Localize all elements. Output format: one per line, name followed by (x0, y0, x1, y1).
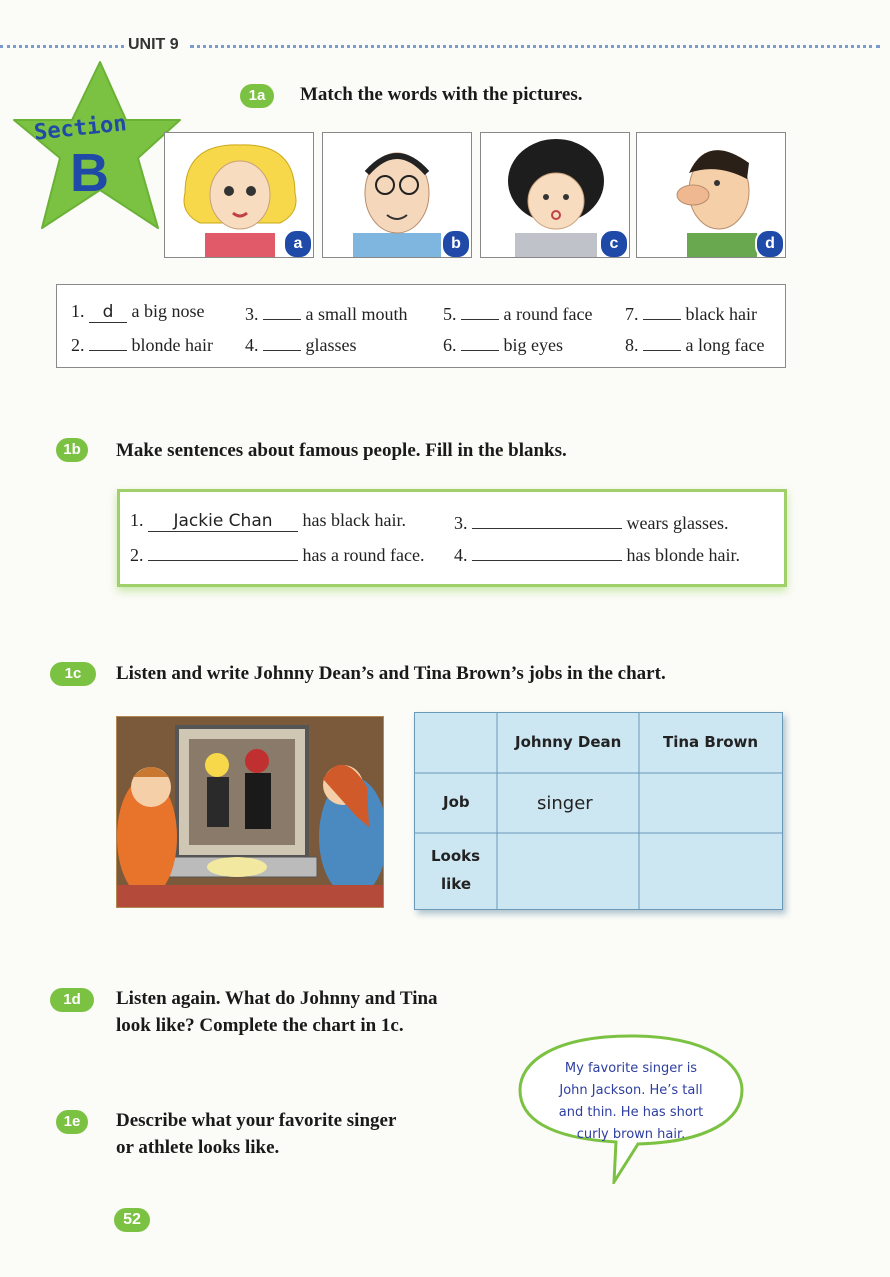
picture-label-b: b (441, 229, 471, 258)
item-text: black hair (685, 304, 757, 324)
item-number: 8. (625, 335, 639, 355)
unit-header (0, 36, 890, 56)
cell-job-johnny[interactable]: singer (537, 793, 593, 814)
section-letter: B (70, 143, 109, 203)
match-word-box (56, 284, 786, 368)
cell-looks-tina[interactable] (641, 835, 779, 907)
item-number: 2. (71, 335, 85, 355)
item-number: 3. (245, 304, 259, 324)
fill-blanks-box (117, 489, 787, 587)
answer-blank-3[interactable] (263, 301, 301, 320)
row-label-like: like (441, 875, 472, 893)
cell-job-tina[interactable] (641, 775, 779, 831)
exercise-badge-1c: 1c (50, 662, 96, 686)
match-item-3 (245, 301, 408, 325)
match-item-8 (625, 332, 764, 356)
answer-blank-8[interactable] (643, 332, 681, 351)
item-text: has blonde hair. (626, 545, 740, 565)
item-text: glasses (305, 335, 357, 355)
bubble-line-1: My favorite singer is (564, 1061, 698, 1076)
picture-label-a: a (283, 229, 313, 258)
unit-label: UNIT 9 (128, 36, 179, 53)
picture-d (636, 132, 786, 258)
answer-blank-5[interactable] (461, 301, 499, 320)
fill-blank-1[interactable]: Jackie Chan (148, 513, 298, 532)
item-number: 5. (443, 304, 457, 324)
fill-item-4 (454, 542, 740, 566)
exercise-badge-1e: 1e (56, 1110, 88, 1134)
exercise-title-1a: Match the words with the pictures. (300, 84, 583, 105)
section-word: Section (32, 111, 128, 146)
answer-blank-1[interactable]: d (89, 304, 127, 323)
jobs-chart (414, 712, 783, 910)
answer-blank-6[interactable] (461, 332, 499, 351)
fill-item-2 (130, 542, 424, 566)
item-number: 4. (454, 545, 468, 565)
item-text: a small mouth (305, 304, 408, 324)
watching-tv-illustration (116, 716, 384, 908)
cell-looks-johnny[interactable] (499, 835, 637, 907)
bubble-line-2: John Jackson. He’s tall (559, 1083, 703, 1098)
exercise-badge-1a: 1a (240, 84, 274, 108)
section-b-star (8, 58, 186, 238)
row-label-looks: Looks (431, 847, 481, 865)
item-number: 4. (245, 335, 259, 355)
fill-blank-2[interactable] (148, 542, 298, 561)
match-item-6 (443, 332, 563, 356)
item-text: a round face (503, 304, 593, 324)
exercise-text-1e-line2: or athlete looks like. (116, 1137, 280, 1158)
tv-scene-image (117, 717, 383, 907)
speech-bubble (518, 1034, 744, 1184)
header-tina-brown: Tina Brown (663, 733, 759, 751)
match-item-7 (625, 301, 757, 325)
item-text: a big nose (131, 301, 205, 321)
item-number: 6. (443, 335, 457, 355)
item-text: big eyes (503, 335, 563, 355)
header-johnny-dean: Johnny Dean (515, 733, 622, 751)
exercise-badge-1d: 1d (50, 988, 94, 1012)
item-number: 1. (130, 510, 144, 530)
exercise-title-1c: Listen and write Johnny Dean’s and Tina Brown’s jobs in the chart. (116, 663, 666, 684)
item-text: has black hair. (302, 510, 406, 530)
answer-blank-2[interactable] (89, 332, 127, 351)
match-item-5 (443, 301, 592, 325)
match-item-4 (245, 332, 357, 356)
item-text: a long face (685, 335, 765, 355)
bubble-line-3: and thin. He has short (558, 1105, 704, 1120)
fill-item-3 (454, 510, 728, 534)
fill-blank-3[interactable] (472, 510, 622, 529)
picture-a (164, 132, 314, 258)
match-item-2 (71, 332, 213, 356)
exercise-text-1d-line1: Listen again. What do Johnny and Tina (116, 988, 438, 1009)
fill-item-1 (130, 510, 406, 532)
item-number: 7. (625, 304, 639, 324)
picture-b (322, 132, 472, 258)
match-item-1 (71, 301, 204, 323)
answer-blank-4[interactable] (263, 332, 301, 351)
answer-blank-7[interactable] (643, 301, 681, 320)
item-number: 1. (71, 301, 85, 321)
picture-label-c: c (599, 229, 629, 258)
dotted-rule-left (0, 45, 124, 48)
dotted-rule-right (190, 45, 880, 48)
item-text: has a round face. (302, 545, 425, 565)
item-text: blonde hair (131, 335, 213, 355)
item-text: wears glasses. (626, 513, 729, 533)
row-label-job: Job (443, 793, 470, 811)
item-number: 2. (130, 545, 144, 565)
exercise-text-1e-line1: Describe what your favorite singer (116, 1110, 397, 1131)
picture-c (480, 132, 630, 258)
exercise-title-1b: Make sentences about famous people. Fill in the blanks. (116, 440, 567, 461)
picture-label-d: d (755, 229, 785, 258)
fill-blank-4[interactable] (472, 542, 622, 561)
exercise-badge-1b: 1b (56, 438, 88, 462)
exercise-text-1d-line2: look like? Complete the chart in 1c. (116, 1015, 404, 1036)
bubble-line-4: curly brown hair. (576, 1127, 686, 1142)
page-number: 52 (114, 1208, 150, 1232)
item-number: 3. (454, 513, 468, 533)
